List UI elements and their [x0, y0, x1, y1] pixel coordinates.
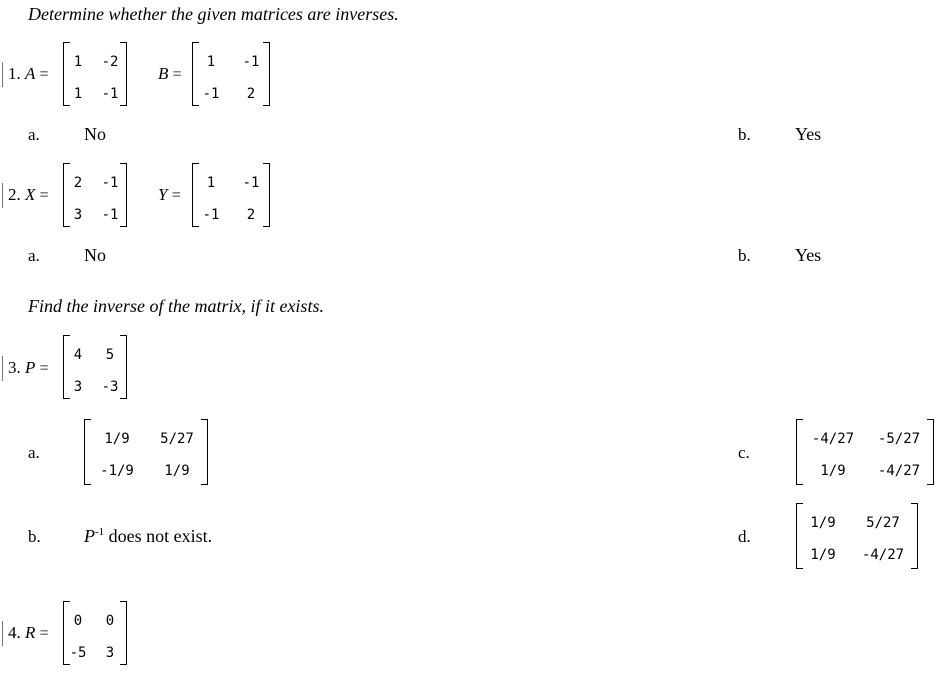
matrix-cell: 0 — [73, 613, 83, 629]
matrix-cell: 1/9 — [810, 515, 836, 531]
question-number: 3. — [8, 358, 21, 377]
equals-sign: = — [172, 66, 182, 83]
matrix-a — [63, 42, 127, 106]
matrix-cell: -1 — [101, 86, 119, 102]
matrix-cell: -4/27 — [811, 431, 855, 447]
matrix-cell: -5 — [69, 645, 87, 661]
inverse-exponent: -1 — [95, 526, 105, 538]
choice-a-text[interactable]: No — [84, 245, 106, 265]
matrix-cell: 2 — [246, 207, 256, 223]
matrix-cell: 3 — [105, 645, 115, 661]
matrix-cell: -1 — [242, 54, 260, 70]
matrix-cell: -1 — [242, 175, 260, 191]
matrix-cell: 1/9 — [104, 431, 130, 447]
choice-d-matrix[interactable] — [796, 503, 918, 569]
matrix-cell: 2 — [246, 86, 256, 102]
matrix-name: Y — [158, 185, 168, 204]
matrix-name: R — [25, 623, 36, 642]
equals-sign: = — [171, 187, 181, 204]
matrix-cell: 1 — [73, 54, 83, 70]
matrix-cell: -3 — [101, 379, 119, 395]
matrix-cell: 1 — [206, 175, 216, 191]
choice-a-label: a. — [28, 246, 40, 265]
choice-d-label: d. — [738, 527, 751, 546]
matrix-b-label — [158, 62, 182, 87]
matrix-p — [63, 335, 127, 399]
choice-a-label: a. — [28, 443, 40, 462]
matrix-cell: 3 — [73, 379, 83, 395]
choice-b-text[interactable] — [84, 526, 212, 547]
matrix-cell: 5/27 — [160, 431, 194, 447]
equals-sign: = — [39, 66, 49, 83]
matrix-cell: -1 — [101, 175, 119, 191]
matrix-cell: -2 — [101, 54, 119, 70]
question-4-label — [2, 621, 49, 646]
matrix-cell: 5/27 — [866, 515, 900, 531]
choice-a-label: a. — [28, 125, 40, 144]
choice-c-matrix[interactable] — [796, 419, 934, 485]
choice-b-text[interactable]: Yes — [795, 124, 822, 144]
matrix-cell: -1 — [202, 86, 220, 102]
matrix-name: P — [25, 358, 36, 377]
equals-sign: = — [39, 625, 49, 642]
matrix-cell: 1/9 — [810, 547, 836, 563]
choice-b-label: b. — [738, 125, 751, 144]
matrix-x — [63, 163, 127, 227]
question-number: 1. — [8, 64, 21, 83]
question-1-label — [2, 62, 49, 87]
matrix-cell: -5/27 — [877, 431, 921, 447]
question-3-label — [2, 356, 49, 381]
matrix-name: X — [25, 185, 36, 204]
matrix-cell: 1/9 — [820, 463, 846, 479]
matrix-b — [192, 42, 270, 106]
equals-sign: = — [39, 187, 49, 204]
matrix-y-label — [158, 183, 181, 208]
matrix-cell: -4/27 — [877, 463, 921, 479]
matrix-cell: 1 — [206, 54, 216, 70]
matrix-name: P — [84, 526, 95, 546]
matrix-cell: 1/9 — [164, 463, 190, 479]
question-number: 2. — [8, 185, 21, 204]
matrix-cell: 2 — [73, 175, 83, 191]
question-number: 4. — [8, 623, 21, 642]
choice-b-label: b. — [28, 527, 41, 546]
matrix-y — [192, 163, 270, 227]
matrix-cell: -1/9 — [100, 463, 134, 479]
choice-a-text[interactable]: No — [84, 124, 106, 144]
choice-b-label: b. — [738, 246, 751, 265]
matrix-cell: -4/27 — [861, 547, 905, 563]
matrix-cell: -1 — [101, 207, 119, 223]
matrix-cell: -1 — [202, 207, 220, 223]
matrix-cell: 3 — [73, 207, 83, 223]
matrix-cell: 0 — [105, 613, 115, 629]
choice-b-description: does not exist. — [108, 526, 213, 546]
equals-sign: = — [39, 360, 49, 377]
choice-b-text[interactable]: Yes — [795, 245, 822, 265]
choice-c-label: c. — [738, 443, 750, 462]
matrix-cell: 5 — [105, 347, 115, 363]
matrix-cell: 1 — [73, 86, 83, 102]
matrix-cell: 4 — [73, 347, 83, 363]
question-2-label — [2, 183, 49, 208]
choice-a-matrix[interactable] — [84, 419, 208, 485]
instruction-2: Find the inverse of the matrix, if it exists. — [28, 296, 324, 316]
matrix-r — [63, 601, 127, 665]
matrix-name: B — [158, 64, 169, 83]
instruction-1: Determine whether the given matrices are inverses. — [28, 4, 399, 24]
matrix-name: A — [25, 64, 36, 83]
